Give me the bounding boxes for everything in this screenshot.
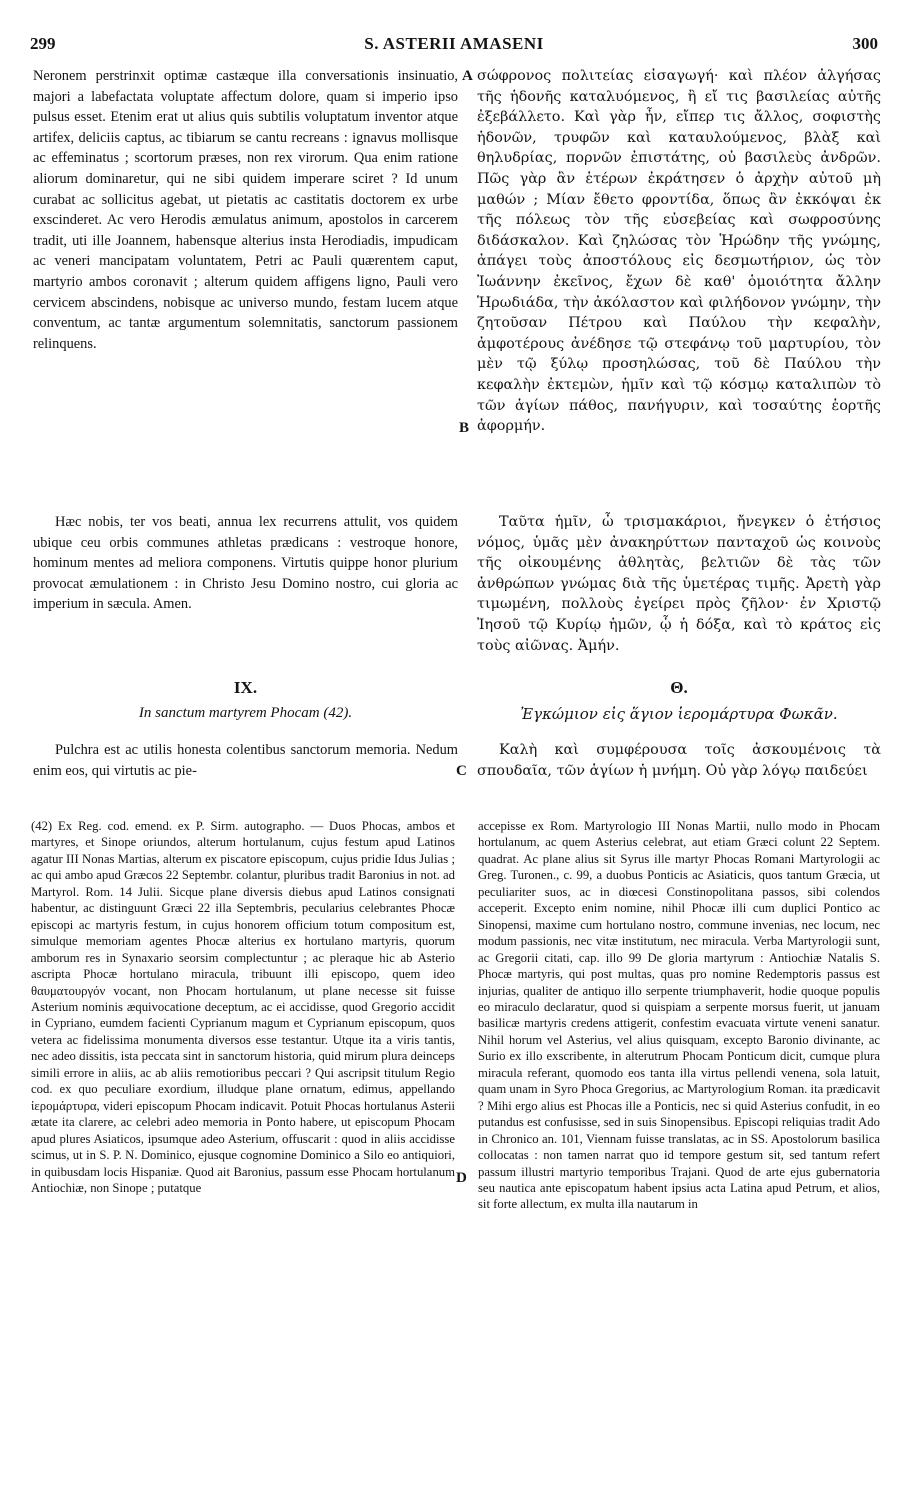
greek-paragraph-3: [477, 740, 881, 781]
greek-section-number: Θ.: [670, 678, 688, 697]
page-header: [30, 34, 878, 60]
margin-letter-a: A: [462, 68, 473, 84]
latin-paragraph-2: [33, 512, 458, 615]
margin-letter-c: C: [456, 763, 467, 779]
greek-section-title: Ἐγκώμιον εἰς ἅγιον ἱερομάρτυρα Φωκᾶν.: [520, 705, 838, 723]
latin-paragraph-1: [33, 66, 458, 354]
greek-paragraph-2: [477, 512, 881, 656]
margin-letter-b: B: [459, 420, 470, 436]
running-title: S. ASTERII AMASENI: [364, 34, 544, 53]
page-number-left: 299: [30, 34, 56, 53]
latin-text: Pulchra est ac utilis honesta colentibus sanctorum memoria. Nedum enim eos, qui virtutis ac pie-: [33, 742, 458, 779]
greek-text: Ταῦτα ἡμῖν, ὦ τρισμακάριοι, ἤνεγκεν ὁ ἐτήσιος νόμος, ὑμᾶς μὲν ἀνακηρύττων πανταχοῦ ὡς κοινοὺς τῆς οἰκουμένης ἀθλητὰς, βελτιῶν δὲ τὰς τῶν ἀνθρώπων γνώμας διὰ τῆς ὑμετέρας τιμῆς. Ἀρετὴ γὰρ τιμωμένη, πολλοὺς ἐγείρει πρὸς ζῆλον· ἐν Χριστῷ Ἰησοῦ τῷ Κυρίῳ ἡμῶν, ᾧ ἡ δόξα, καὶ τὸ κράτος εἰς τοὺς αἰῶνας. Ἀμήν.: [477, 514, 881, 654]
footnote-text: (42) Ex Reg. cod. emend. ex P. Sirm. autographo. — Duos Phocas, ambos et martyres, et Sinope oriundos, alterum hortulanum, cujus festum apud Latinos agatur III Nonas Martias, alterum ex piscatore episcopum, cujus pridie Idus Julias ; ac qui ambo apud Græcos 22 Septembr. colantur, pluribus tradit Baronius in not. ad Martyrol. Rom. 14 Julii. Sicque plane diversis diebus apud Latinos consignati habentur, ac distinguunt Græci 22 illa Septembris, pecularius celebrantes Phocæ episcopi ac martyris festum, in cujus honorem officium totum compositum est, simulque memoriam agentes Phocæ alterius ex hortulano martyris, quorum amborum res in Synaxario seorsim complectuntur ; ac pleraque hic ab Asterio ascripta Phocæ hortulano miracula, tribuunt illi episcopo, quem ideo θαυματουργόν vocant, non Phocam hortulanum, ut plane necesse sit fuisse Asterium nominis æquivocatione deceptum, ac ei accidisse, quod Gregorio accidit in Cypriano, eumdem facienti Cyprianum magum et Cyprianum episcopum, quos vetera ac fidelissima monumenta diversos esse testantur. Utque ita a viris tantis, nec adeo dissitis, ista peccata sint in sanctorum historia, quid mirum plura deinceps simili errore in aliis, ac ab aliis remotioribus peccari ? Qui ascripsit titulum Regio cod. ex quo peculiare exordium, illudque plane ornatum, edimus, appellando ἱερομάρτυρα, videri episcopum Phocam indicavit. Potuit Phocas hortulanus Asterii ætate ita clarere, ac celebri adeo memoria in Ponto habere, ut episcopum Phocam apud plures Asiaticos, ipsumque adeo Asterium, offuscarit : quod in aliis accidisse scimus, ut in S. P. N. Dominico, ejusque cognomine Dominico a Silo eo antiquiori, in quibusdam locis Hispaniæ. Quod ait Baronius, passum esse Phocam hortulanum Antiochiæ, non Sinope ; putatque: [31, 819, 455, 1195]
footnote-right-column: [478, 818, 880, 1213]
margin-letter-d: D: [456, 1170, 467, 1186]
footnote-left-column: [31, 818, 455, 1196]
greek-text: Καλὴ καὶ συμφέρουσα τοῖς ἀσκουμένοις τὰ σπουδαῖα, τῶν ἁγίων ἡ μνήμη. Οὐ γὰρ λόγῳ παιδεύει: [477, 742, 881, 779]
latin-text: Neronem perstrinxit optimæ castæque illa conversationis insinuatio, majori a labefactata voluptate affectum dolore, quam si imperio ipso pulsus esset. Etenim erat ut alius quis subtilis voluptatum inventor atque artifex, deliciis captus, ac tibiarum se cantu recreans : ignavus mollisque ac effeminatus ; scortorum præses, non rex virorum. Qua enim ratione aliorum dominaretur, qui ne sibi quidem imperare sciret ? Id unum curabat ac sollicitus agebat, ut pietatis ac castitatis doctorem ex urbe exscinderet. Ac vero Herodis æmulatus animum, apostolos in carcerem tradit, uti ille Joannem, habensque alterius insta Herodiadis, impudicam ac veneri mancipatam voluntatem, Petri ac Pauli quærentem caput, martyrio ambos coronavit ; alterum quidem affigens ligno, Pauli vero cervicem abscindens, nobisque ac universo mundo, festam lucem atque conventum, ac tantæ argumentum solemnitatis, sanctorum passionem relinquens.: [33, 68, 458, 352]
latin-text: Hæc nobis, ter vos beati, annua lex recurrens attulit, vos quidem ubique ceu orbis communes athletas prædicans : vestroque honore, hominum mentes ad meliora componens. Virtutis quippe honor plurium provocat æmulationem : in Christo Jesu Domino nostro, cui gloria ac imperium in sæcula. Amen.: [33, 514, 458, 613]
latin-section-title: In sanctum martyrem Phocam (42).: [138, 705, 353, 721]
footnote-text: accepisse ex Rom. Martyrologio III Nonas Martii, nullo modo in Phocam hortulanum, ac quem Asterius celebrat, aut etiam Græci colunt 22 Septem. quadrat. Ac plane alius sit Syrus ille martyr Phocas Romani Martyrologii ac Greg. Turonen., c. 99, a duobus Ponticis ac Asiaticis, quos tantum Græcia, ut peculiariter suos, ac in diœcesi Constinopolitana passos, sibi colendos acceperit. Excepto enim nomine, nihil Phocæ illi cum duplici Pontico ac Sinopensi, maxime cum hortulano nostro, commune invenias, nec locum, nec modum passionis, nec vitæ institutum, nec miracula. Verba Martyrologii sunt, ac Gregorii citati, cap. illo 99 De gloria martyrum : Antiochiæ Natalis S. Phocæ martyris, qui post multas, quas pro nomine Redemptoris passus est injurias, qualiter de antiquo illo serpente triumphaverit, hodie quoque populis eo miraculo declaratur, quod si quispiam a serpente morsus fuerit, ut januam basilicæ martyris credens attigerit, confestim evacuata virtute veneni sanatur. Nihil horum vel Asterius, vel alius quisquam, excepto Baronio divinante, ac Surio ex illo exscribente, in alterutrum Phocam Ponticum dicit, cumque plura miracula referant, quomodo eos tanta illa virtus pellendi venena, sola latuit, quam unam in Syro Phoca Gregorius, ac Martyrologium Roman. ita prædicavit ? Mihi ergo alius est Phocas ille a Ponticis, nec si quid Asterius confudit, in eo putandus est confusisse, sed in suis Sinopensibus. Episcopi reliquias tradit Ado in Chronico an. 101, Viennam fuisse translatas, ac in SS. Apostolorum basilica collocatas : non tamen narrat quo id tempore gestum sit, sed tantum refert passum illustri martyrio temporibus Trajani. Quod de arte ejus gubernatoria seu nautica ante episcopatum habent ipsius acta Latina apud Petrum, et alios, sit forte allectum, ex multa illa nautarum in: [478, 819, 880, 1212]
greek-text: σώφρονος πολιτείας εἰσαγωγή· καὶ πλέον ἀλγήσας τῆς ἡδονῆς καταλυόμενος, ἢ εἴ τις βασιλείας αὐτῆς ἐξεβάλλετο. Καὶ γὰρ ἦν, εἴπερ τις ἄλλος, σοφιστὴς ἡδονῶν, τρυφῶν καὶ καταυλούμενος, βλὰξ καὶ θηλυδρίας, πορνῶν ἐπιστάτης, οὐ βασιλεὺς ἀνδρῶν. Πῶς γὰρ ἂν ἑτέρων ἐκράτησεν ὁ ἀρχὴν αὐτοῦ μὴ μαθών ; Μίαν ἔθετο φροντίδα, ὅπως ἂν ἐκκόψαι ἐκ τῆς πόλεως τὸν τῆς εὐσεβείας καὶ σωφροσύνης διδάσκαλον. Καὶ ζηλώσας τὸν Ἡρώδην τῆς γνώμης, ἀπάγει τοὺς ἀποστόλους εἰς δεσμωτήριον, ὡς τὸν Ἰωάννην ἐκεῖνος, ἔχων δὲ καθ' ὁμοιότητα ἄλλην Ἡρωδιάδα, τὴν ἀκόλαστον καὶ φιλήδονον γνώμην, τὴν ζητοῦσαν Πέτρου καὶ Παύλου τὴν κεφαλὴν, ἀμφοτέρους ἀνέδησε τῷ στεφάνῳ τοῦ μαρτυρίου, τὸν μὲν τῷ ξύλῳ προσηλώσας, τοῦ δὲ Παύλου τὴν κεφαλὴν ἐκτεμὼν, ἡμῖν καὶ τῷ κόσμῳ καταλιπὼν τὸ τῶν ἁγίων πάθος, πανήγυριν, καὶ τοσαύτης ἑορτῆς ἀφορμήν.: [477, 68, 881, 435]
greek-paragraph-1: [477, 66, 881, 437]
latin-paragraph-3: [33, 740, 458, 781]
page-number-right: 300: [852, 34, 878, 53]
latin-section-number: IX.: [233, 678, 258, 697]
